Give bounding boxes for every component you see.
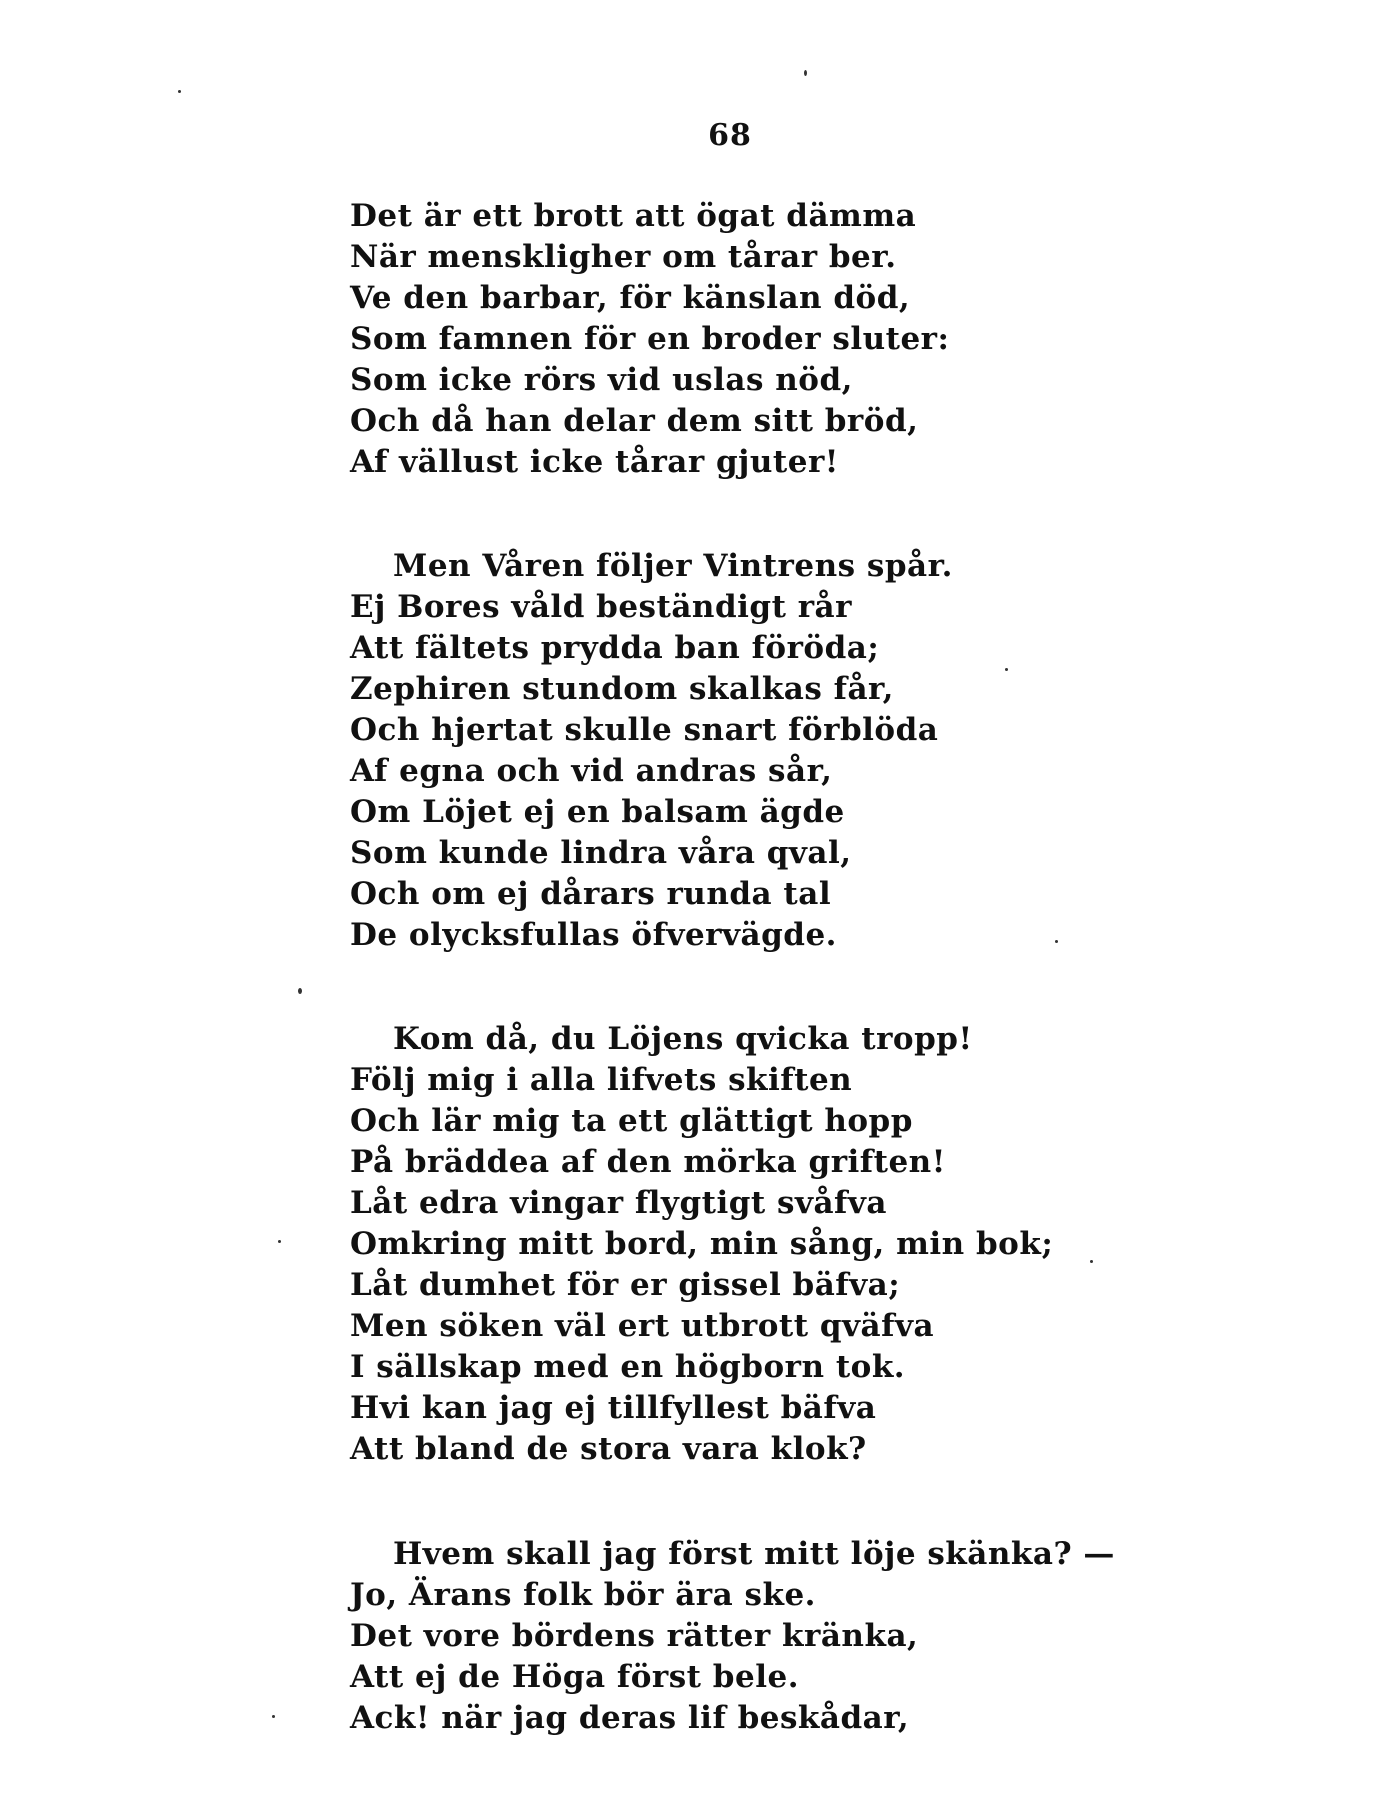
poem-line: Ej Bores våld beständigt rår bbox=[350, 589, 852, 625]
poem-line: De olycksfullas öfvervägde. bbox=[350, 917, 837, 953]
poem-line: Hvi kan jag ej tillfyllest bäfva bbox=[350, 1390, 877, 1426]
poem-line: Som icke rörs vid uslas nöd, bbox=[350, 362, 853, 398]
stanza-3 bbox=[350, 1019, 1110, 1470]
stanza-2 bbox=[350, 546, 1110, 956]
poem-line: Låt edra vingar flygtigt svåfva bbox=[350, 1185, 887, 1221]
poem-line: Ve den barbar, för känslan död, bbox=[350, 280, 911, 316]
poem-line: Och lär mig ta ett glättigt hopp bbox=[350, 1103, 913, 1139]
poem-line: I sällskap med en högborn tok. bbox=[350, 1349, 906, 1385]
stanza-break bbox=[350, 956, 1110, 1019]
poem-line: Att ej de Höga först bele. bbox=[350, 1659, 799, 1695]
poem-line: Och om ej dårars runda tal bbox=[350, 876, 832, 912]
poem-line: Ack! när jag deras lif beskådar, bbox=[350, 1700, 910, 1736]
poem-line: Att fältets prydda ban föröda; bbox=[350, 630, 880, 666]
poem-text bbox=[350, 196, 1115, 1739]
poem-line: Det är ett brott att ögat dämma bbox=[350, 198, 917, 234]
poem-line: På bräddea af den mörka griften! bbox=[350, 1144, 946, 1180]
stanza-break bbox=[350, 1470, 1110, 1534]
poem-line: Och hjertat skulle snart förblöda bbox=[350, 712, 939, 748]
poem-line: Omkring mitt bord, min sång, min bok; bbox=[350, 1226, 1054, 1262]
poem-line: Det vore bördens rätter kränka, bbox=[350, 1618, 919, 1654]
stanza-1 bbox=[350, 196, 1110, 483]
print-speck bbox=[804, 70, 807, 76]
print-speck bbox=[298, 988, 302, 994]
poem-line: Som famnen för en broder sluter: bbox=[350, 321, 950, 357]
poem-line: Som kunde lindra våra qval, bbox=[350, 835, 852, 871]
poem-line: Hvem skall jag först mitt löje skänka? — bbox=[393, 1536, 1115, 1572]
poem-line: Af egna och vid andras sår, bbox=[350, 753, 833, 789]
print-speck bbox=[178, 90, 181, 93]
poem-line: Och då han delar dem sitt bröd, bbox=[350, 403, 919, 439]
poem-line: Följ mig i alla lifvets skiften bbox=[350, 1062, 853, 1098]
poem-line: Låt dumhet för er gissel bäfva; bbox=[350, 1267, 901, 1303]
stanza-4 bbox=[350, 1534, 1115, 1739]
poem-line: Men Våren följer Vintrens spår. bbox=[393, 548, 953, 584]
print-speck bbox=[278, 1240, 281, 1243]
poem-line: När menskligher om tårar ber. bbox=[350, 239, 897, 275]
stanza-break bbox=[350, 483, 1110, 546]
poem-line: Jo, Ärans folk bör ära ske. bbox=[350, 1577, 816, 1613]
poem-line: Kom då, du Löjens qvicka tropp! bbox=[393, 1021, 973, 1057]
poem-line: Om Löjet ej en balsam ägde bbox=[350, 794, 845, 830]
print-speck bbox=[272, 1715, 275, 1718]
poem-line: Men söken väl ert utbrott qväfva bbox=[350, 1308, 935, 1344]
page-number: 68 bbox=[708, 118, 752, 153]
poem-line: Att bland de stora vara klok? bbox=[350, 1431, 867, 1467]
poem-line: Af vällust icke tårar gjuter! bbox=[350, 444, 839, 480]
poem-line: Zephiren stundom skalkas får, bbox=[350, 671, 894, 707]
